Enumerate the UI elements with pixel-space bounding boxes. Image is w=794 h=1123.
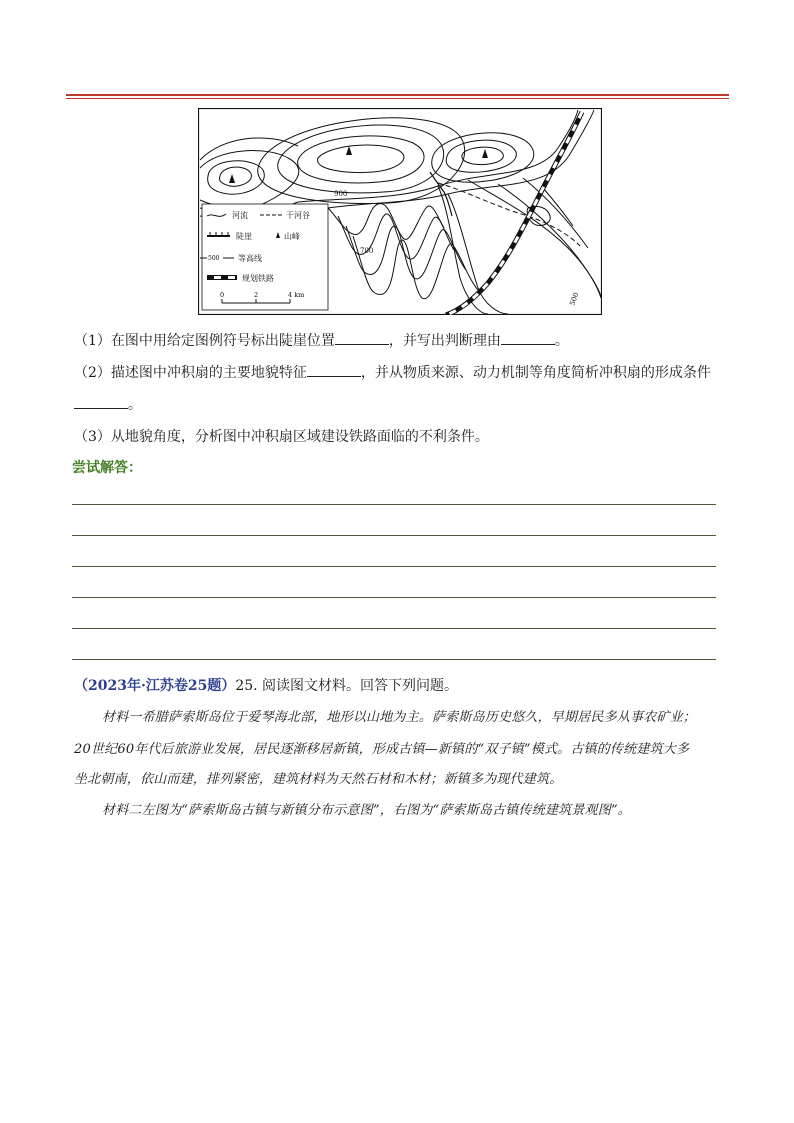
answer-line[interactable] <box>72 535 716 536</box>
scale-tick-4km: 4 km <box>288 291 305 299</box>
header-rule <box>66 94 729 96</box>
legend-peak: 山峰 <box>284 232 300 241</box>
question-2-continued <box>74 395 142 415</box>
next-question-header <box>74 676 458 696</box>
map-legend <box>200 204 328 310</box>
legend-dry-valley: 干河谷 <box>286 211 310 220</box>
material-1-line-2: 20世纪60年代后旅游业发展，居民逐渐移居新镇，形成古镇—新镇的“双子镇”模式。古镇的传统建筑大多 <box>74 742 690 757</box>
answer-blank[interactable] <box>335 332 389 345</box>
answer-line[interactable] <box>72 504 716 505</box>
question-2-end: 。 <box>128 397 142 413</box>
topographic-map <box>198 108 602 315</box>
answer-line[interactable] <box>72 659 716 660</box>
question-3: （3）从地貌角度，分析图中冲积扇区域建设铁路面临的不利条件。 <box>74 429 489 445</box>
answer-blank[interactable] <box>307 364 361 377</box>
header-rule-thin <box>66 98 729 99</box>
material-1-line-3: 坐北朝南，依山而建，排列紧密，建筑材料为天然石材和木材；新镇多为现代建筑。 <box>74 772 563 787</box>
question-1-text-b: ，并写出判断理由 <box>388 333 501 349</box>
legend-railway: 规划铁路 <box>242 274 274 283</box>
legend-river: 河流 <box>232 211 248 220</box>
material-1-line-1: 材料一希腊萨索斯岛位于爱琴海北部，地形以山地为主。萨索斯岛历史悠久，早期居民多从事农矿业； <box>102 710 697 725</box>
source-tag: （2023年·江苏卷25题） <box>74 678 236 694</box>
next-question-text: 25. 阅读图文材料。回答下列问题。 <box>235 678 459 694</box>
scale-tick-0: 0 <box>220 291 225 299</box>
legend-contour-value: 500 <box>208 255 220 262</box>
question-1-text: （1）在图中用给定图例符号标出陡崖位置 <box>74 333 335 349</box>
material-2-line-1: 材料二左图为“萨索斯岛古镇与新镇分布示意图”，右图为“萨索斯岛古镇传统建筑景观图”。 <box>102 803 631 818</box>
contour-label-900: 900 <box>334 190 348 198</box>
question-2-text-b: ，并从物质来源、动力机制等角度简析冲积扇的形成条件 <box>360 365 711 381</box>
scale-tick-2: 2 <box>254 291 259 299</box>
answer-blank[interactable] <box>74 396 128 409</box>
answer-blank[interactable] <box>501 332 555 345</box>
answer-line[interactable] <box>72 566 716 567</box>
answer-line[interactable] <box>72 628 716 629</box>
legend-cliff: 陡崖 <box>236 232 252 241</box>
answer-line[interactable] <box>72 597 716 598</box>
contour-label-700: 700 <box>360 247 374 255</box>
question-2-text: （2）描述图中冲积扇的主要地貌特征 <box>74 365 307 381</box>
question-1-end: 。 <box>554 333 569 349</box>
legend-contour: 等高线 <box>238 254 262 263</box>
try-answer-label: 尝试解答： <box>72 460 142 476</box>
question-2 <box>74 363 711 383</box>
question-1 <box>74 331 569 351</box>
contour-label-500: 500 <box>568 291 581 307</box>
